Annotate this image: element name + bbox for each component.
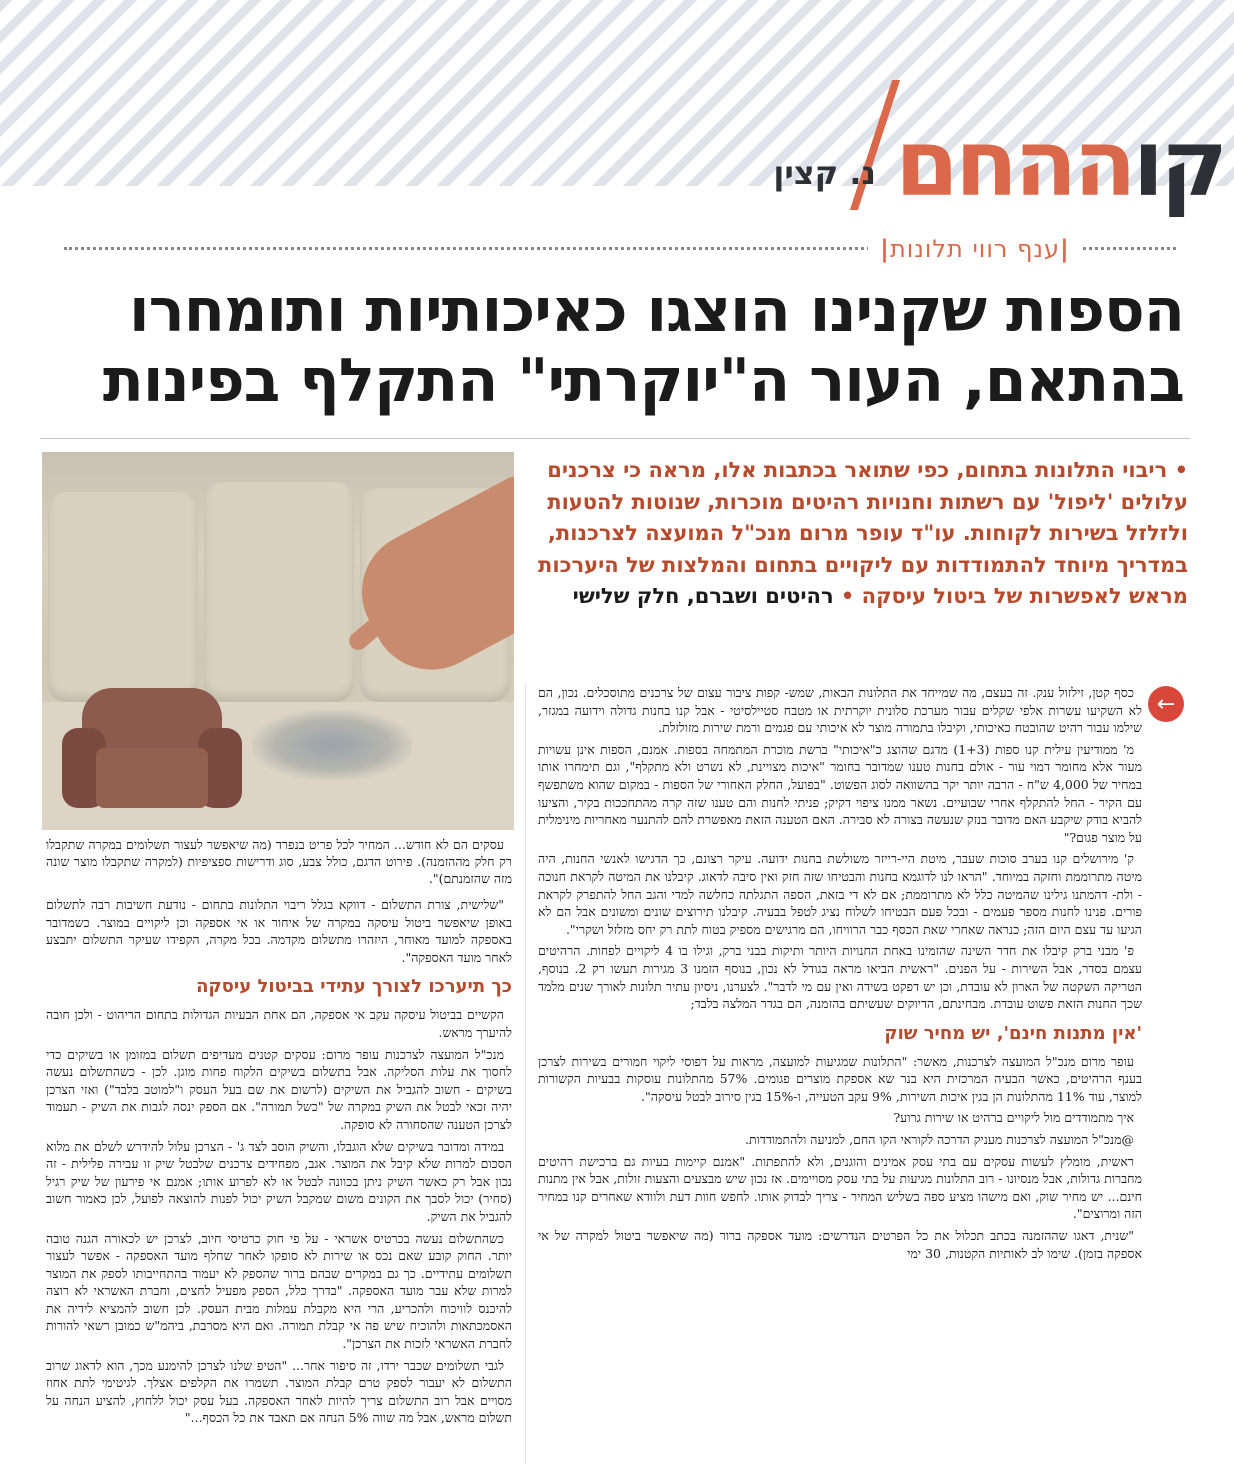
- column-divider: [525, 684, 526, 1464]
- peeling-leather: [252, 710, 412, 780]
- lead-series: רהיטים ושברם, חלק שלישי: [572, 584, 834, 608]
- left-column: [46, 896, 512, 1431]
- left-column-top: [46, 836, 512, 891]
- paragraph: ק' מירושלים קנו בערב סוכות שעבר, מיטת היי-רייזר משולשת בחנות ידועה. עיקר רצונם, כך הדגישו לאנשי החנות, היה מיטה מתרוממת וחזקה במיוחד. "הראו לנו לדוגמא בחנות והבטיחו שזה חזק ואין סיבה לדאוג. קיבלנו את המיטה לקראת חנוכה - ולת- דהמתנו גילינו שהמיטה כלל לא מתרוממת; אם לא די בזאת, הספה התגלתה כחלשה למדי והגב החל להתפרק לקראת פורים. פנינו לחנות מספר פעמים - ובכל פעם הבטיחו לשלוח נציג לטפל בבעיה. קיבלנו תירוצים שונים ומשונים אבל הם לא הגיעו עד עצם היום הזה; כנראה שאחרי שאת הכסף כבר הרוויחו, הם מרגישים מספיק בטוח לתת רק יחס מזלזל ושקרי".: [538, 851, 1142, 937]
- armchair-seat: [96, 748, 208, 808]
- subheading: 'אין מתנות חינם', יש מחיר שוק: [884, 1022, 1142, 1044]
- paragraph: במידה ומדובר בשיקים שלא הוגבלו, והשיק הוסב לצד ג' - הצרכן עלול להידרש לשלם את מלוא הסכום למרות שלא קיבל את המוצר. אגב, מפחידים צרכנים שלבטל שיק זו עבירה פלילית - זה נכון אבל רק כאשר השיק ניתן בכוונה לבטל או לא לפרוע אותו; אמנם אי פירעון של שיק רגיל (סחיר) יכול לסבך את הקונים משום שמקבל השיק יכול לפנות להוצאה לפועל, לכן כאמור חשוב להגביל את השיק.: [46, 1138, 512, 1224]
- paragraph: הקשיים בביטול עיסקה עקב אי אספקה, הם אחת הבעיות הגדולות בתחום הריהוט - ולכן חובה להיערך מראש.: [46, 1007, 512, 1040]
- paragraph: איך מתמודדים מול ליקויים ברהיט או שירות גרוע?: [893, 1110, 1134, 1126]
- paragraph: ראשית, מומלץ לעשות עסקים עם בתי עסק אמינים והוגנים, ולא להתפתות. "אמנם קיימות בעיות גם ברכישת רהיטים מחברות גדולות, אבל מנסיונו - רוב התלונות מגיעות על בתי עסק מסויימים. אז נכון שיש מבצעים והצעות זולות, אבל אין מתנות חינם... יש מחיר שוק, ואם מישהו מציע ספה בשליש המחיר - צריך לבדוק אותו. לחפש חוות דעת ולוודא שאחרים קנו במחיר הזה ומרוצים".: [538, 1153, 1142, 1222]
- masthead: [849, 100, 1224, 217]
- paragraph: כסף קטן, זילזול ענק. זה בעצם, מה שמייחד את התלונות הבאות, שמש- קפות ציבור עצום של צרכנים מתוסכלים. נכון, הם לא השקיעו עשרות אלפי שקלים עבור מערכת סלונית יוקרתית או מטבח סטיילסיטי - אבל קנו בחנות גדולה וידועה במגזר, שילמו עבור רהיט שהובטח כאיכותי, וקיבלו בתמורה מוצר לא איכותי עם פגמים ורמת שירות מזולזלת.: [538, 685, 1142, 736]
- paragraph: עופר מרום מנכ"ל המועצה לצרכנות, מאשר: "התלונות שמגיעות למועצה, מראות על דפוסי ליקוי חמורים בשירות לצרכן בענף הרהיטים, כאשר הבעיה המרכזית היא בנר שא אספקת מוצרים פגומים. 57% מהתלונות עוסקות בבעיות הקשורות למוצר, עוד 11% מהתלונות הן בגין איכות השירות, 9% עקב הטעייה, ו-15% בגין סירוב לבטל עיסקה".: [538, 1053, 1142, 1104]
- subheading: כך תיערכו לצורך עתידי בביטול עיסקה: [196, 976, 512, 998]
- sofa-photo: [42, 452, 514, 830]
- headline-line-1: הספות שקנינו הוצגו כאיכותיות ותומחרו: [129, 276, 1184, 346]
- paragraph: מ' ממודיעין עילית קנו ספות (1+3) מדגם שהוצג כ"איכותי" ברשת מוכרת המתמחה בספות. אמנם, הספות אינן עשויות מעור אלא מחומר דמוי עור - אולם בחנות טענו שמדובר בחומר "איכות מצויינת, לא נשרט ולא מתקלף", וגם תימחרו אותו במחיר של 4,000 ש"ח - הרבה יותר יקר בהשוואה לסוג הפשוט. "בפועל, החלק האחורי של הספות - במקום שהוא משתפשף עם הקיר - החל להתקלף אחרי שבועיים. נשאר ממנו ציפוי דקיק; פניתי לחנות והם טענו שזה קרה מהתחככות בקיר, והציעו להביא בודק שיקבע האם מדובר בנזק שנעשה בצורה לא סבירה. האם הטענה הזאת מאפשרת להם להתנער מאחריות מינימלית על מוצר פגום?": [538, 741, 1142, 845]
- paragraph: כשהתשלום נעשה בכרטיס אשראי - על פי חוק כרטיסי חיוב, לצרכן יש לכאורה הגנה טובה יותר. החוק קובע שאם נכס או שירות לא סופקו לאחר שחלף מועד האספקה - אפשר לעצור תשלומים עתידיים. כך גם במקרים שבהם ברור שהספק לא יעמוד בהתחייבותו לספק את המוצר למרות שלא עבר מועד האספקה. "בדרך כלל, הספק מפעיל לחצים, וחברת האשראי לא רוצה להיכנס לוויכוח ולהכריע, הרי היא מקבלת עמלות מבית העסק. לכן חשוב להמציא לידיה את האסמכתאות ולהוכיח שיש פה אי קבלת תמורה. ואם היא מסרבת, ביהמ"ש כמובן רשאי להורות לחברת האשראי לזכות את הצרכן".: [46, 1230, 512, 1352]
- author-name: נ. קצין: [773, 154, 876, 192]
- lead-text: • ריבוי התלונות בתחום, כפי שתואר בכתבות אלו, מראה כי צרכנים עלולים 'ליפול' עם רשתות וחנויות רהיטים מוכרות, שנוטות להטעות ולזלזל בשירות לקוחות. עו"ד עופר מרום מנכ"ל המועצה לצרכנות, במדריך מיוחד להתמודדות עם ליקויים בתחום והמלצות של היערכות מראש לאפשרות של ביטול עיסקה •: [538, 458, 1188, 608]
- paragraph: פ' מבני ברק קיבלו את חדר השינה שהזמינו באחת החנויות היותר ותיקות בבני ברק, וגילו בו 4 ליקויים לפחות. הרהיטים עצמם בסדר, אבל השירות - על הפנים. "ראשית הביאו מראה בגודל לא נכון, בנוסף הזמנו 3 מגירות תעשו רק 2. בנוסף, הטריקה השקטה של הארון לא עובדת, וכן יש דפקט בשידה ואין עם מי לדבר". לצערנו, ניסיון עתיר תלונות לאורך שנים מלמד שכך החנות הזאת פשוט עובדת. מבחינתם, הדיוקים שעשיתם בהזמנה, הם בגדר המלצה בלבד;: [538, 943, 1142, 1012]
- sofa-cushion: [48, 492, 198, 702]
- section-kicker: |ענף רווי תלונות|: [868, 232, 1082, 266]
- column-logo: [894, 110, 1224, 217]
- article-lead: [536, 455, 1188, 613]
- arrow-left-icon[interactable]: ←: [1148, 686, 1184, 722]
- kicker-text: ענף רווי תלונות: [889, 235, 1061, 263]
- logo-letter-1: ק: [1160, 110, 1224, 217]
- paragraph: עסקים הם לא חודש... המחיר לכל פריט בנפרד (מה שיאפשר לעצור תשלומים במקרה שתקבלו רק חלק מההזמנה). פירוט הדגם, כולל צבע, סוג ודרישות ספציפיות (למקרה שתקבלו מוצר שונה מזה שהזמנתם)".: [46, 837, 512, 886]
- paragraph: לגבי תשלומים שכבר ירדו, זה סיפור אחר... "הטיפ שלנו לצרכן להימנע מכך, הוא לדאוג שרוב התשלום לא יעבור לספק טרם קבלת המוצר. תשמרו את הקלפים אצלך. לגיטימי לתת אחוז מסויים אבל רוב התשלום צריך להיות לאחר האספקה. בעל עסק יכול ללחוץ, להציע הנחה על תשלום מראש, אבל מה שווה 5% הנחה אם תאבד את כל הכסף...": [46, 1357, 512, 1426]
- logo-accent: ההחם: [894, 110, 1133, 217]
- right-column: [538, 684, 1142, 1266]
- armchair-inset: [62, 688, 242, 824]
- paragraph: "שנית, דאגו שההזמנה בכתב תכלול את כל הפרטים הנדרשים: מועד אספקה ברור (מה שיאפשר ביטול למקרה של אי אספקה בזמן). שימו לב לאותיות הקטנות, 30 ימי: [538, 1228, 1142, 1261]
- paragraph: מנכ"ל המועצה לצרכנות עופר מרום: עסקים קטנים מעדיפים תשלום במזומן או בשיקים כדי לחסוך את עלות הסליקה. אבל בתשלום בשיקים הלקוח פחות מוגן. לכן - כשהתשלום נעשה בשיקים - חשוב להגביל את השיקים (לרשום את שם בעל העסק ו"למוטב בלבד") ואזי הצרכן יהיה זכאי לבטל את השיק במקרה של "כשל תמורה". אם הספק ינסה לגבות את השיק - תעמוד לצרכן הטענה שהסחורה לא סופקה.: [46, 1046, 512, 1132]
- paragraph: @מנכ"ל המועצה לצרכנות מעניק הדרכה לקוראי הקו החם, למניעה ולהתמודדות.: [745, 1132, 1134, 1148]
- article-headline: [48, 276, 1184, 416]
- logo-letter-2: ו: [1132, 110, 1161, 217]
- sofa-cushion: [204, 482, 354, 702]
- headline-line-2: בהתאם, העור ה"יוקרתי" התקלף בפינות: [102, 346, 1184, 416]
- paragraph: "שלישית, צורת התשלום - דווקא בגלל ריבוי התלונות בתחום - נודעת חשיבות רבה לתשלום באופן שיאפשר ביטול עיסקה במקרה של איחור או אי אספקה וכן ליקויים במוצר. כשמדובר באספקה למועד מאוחר, היזהרו מתשלום מקדמה. בכל מקרה, הקפידו שעיקר התשלום יתבצע לאחר מועד האספקה".: [46, 897, 512, 965]
- headline-rule: [40, 438, 1190, 439]
